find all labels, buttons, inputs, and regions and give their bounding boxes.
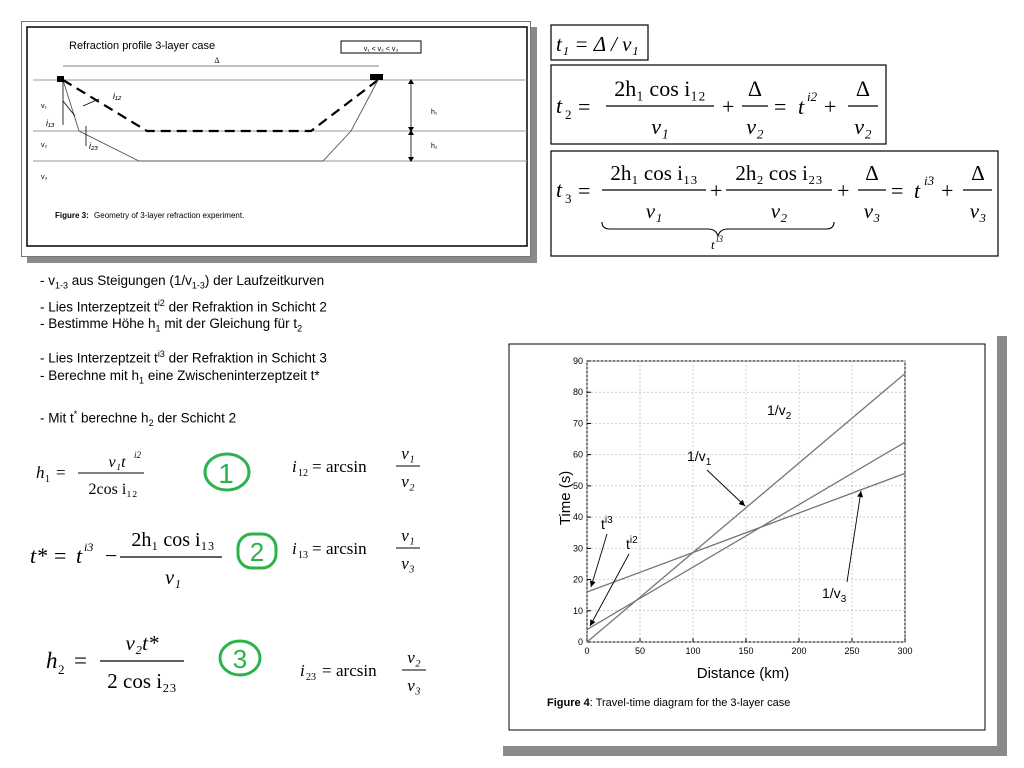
delta-label: Δ — [214, 56, 220, 65]
t3-plus3: + — [941, 178, 954, 203]
t1-equation: t₁ = Δ / v₁ — [556, 32, 639, 56]
h2-num: v₂t* — [125, 631, 159, 655]
label-v1: v₁ — [41, 103, 47, 110]
bullet-6 — [40, 406, 236, 432]
equation-t1 — [550, 24, 650, 62]
x-tick-label: 200 — [791, 646, 807, 656]
geometry-title: Refraction profile 3-layer case — [69, 40, 216, 52]
i12-den: v₂ — [401, 472, 415, 491]
t3-num3: Δ — [865, 161, 879, 185]
t3-num1: 2h₁ cos i₁₃ — [610, 161, 698, 185]
i23-fn: arcsin — [336, 661, 377, 680]
label-i13: i₁₃ — [46, 118, 55, 128]
i23-equals: = — [322, 661, 332, 680]
bullet-4 — [40, 346, 327, 367]
figure4-caption-bold: Figure 4 — [547, 697, 590, 709]
y-tick-label: 40 — [572, 512, 583, 523]
bullet-6-c: der Schicht 2 — [153, 410, 237, 426]
i13-num: v₁ — [401, 526, 415, 545]
t2-equals2: = — [774, 94, 787, 119]
label-i12: i₁₂ — [113, 91, 122, 101]
bullet-2-b: der Refraktion in Schicht 2 — [164, 299, 327, 315]
i13-fn: arcsin — [326, 539, 367, 558]
t3-symbol: t — [556, 177, 563, 202]
figure3-caption-bold: Figure 3: — [55, 211, 89, 220]
y-tick-label: 10 — [572, 605, 583, 616]
x-tick-label: 300 — [897, 646, 913, 656]
t2-den3: v₂ — [854, 114, 872, 139]
bullet-6-b: berechne h — [77, 410, 149, 426]
t2-ti: t — [798, 94, 805, 119]
bullet-3-a: - Bestimme Höhe h — [40, 316, 156, 332]
bullet-5-b: eine Zwischeninterzeptzeit t* — [144, 367, 320, 383]
i13-lhs: i — [292, 539, 297, 558]
t2-ti-sup: i2 — [807, 89, 818, 104]
t3-num2: 2h₂ cos i₂₃ — [735, 161, 823, 185]
t2-equals: = — [578, 94, 591, 119]
h2-lhs: h — [46, 648, 58, 673]
step-2-circle — [238, 534, 276, 568]
formula-block — [20, 436, 440, 716]
label-v2: v₂ — [41, 142, 48, 149]
bullet-4-a: - Lies Interzeptzeit t — [40, 350, 158, 366]
geometry-figure — [21, 21, 537, 263]
bullet-3-b: mit der Gleichung für t — [160, 316, 298, 332]
tstar-minus: − — [105, 543, 118, 568]
h1-lhs-sub: 1 — [45, 474, 50, 485]
i12-lhs-sub: 12 — [298, 468, 308, 479]
x-tick-label: 50 — [634, 646, 646, 656]
t3-ti: t — [914, 178, 921, 203]
t3-equals2: = — [891, 178, 904, 203]
equation-t3 — [550, 150, 1000, 258]
equation-t2 — [550, 64, 888, 146]
label-h1: h₁ — [431, 109, 438, 116]
t2-num3: Δ — [855, 76, 871, 101]
label-i23: i₂₃ — [89, 141, 98, 151]
tstar-den: v₁ — [165, 567, 181, 589]
bullet-6-sup: * — [73, 409, 78, 419]
bullet-5-a: - Berechne mit h — [40, 367, 140, 383]
h2-equals: = — [74, 648, 87, 673]
y-tick-label: 60 — [572, 449, 583, 460]
brace-label-sup: i3 — [716, 234, 724, 244]
t3-den3: v₃ — [863, 199, 881, 223]
h1-den: 2cos i₁₂ — [88, 481, 138, 498]
t2-num1: 2h₁ cos i₁₂ — [614, 76, 706, 101]
chart-annotation-4: $t^{i2}$ — [626, 535, 638, 552]
tstar-t: t — [76, 543, 83, 568]
t3-den4: v₃ — [969, 199, 987, 223]
x-tick-label: 250 — [844, 646, 860, 656]
bullet-4-b: der Refraktion in Schicht 3 — [164, 350, 327, 366]
figure4-caption-text: : Travel-time diagram for the 3-layer case — [589, 697, 791, 709]
chart-ylabel: Time (s) — [557, 470, 574, 526]
step-3-circle — [220, 641, 260, 675]
step-1-label: 1 — [218, 458, 234, 489]
i13-equals: = — [312, 539, 322, 558]
h2-lhs-sub: 2 — [58, 662, 65, 677]
y-tick-label: 30 — [572, 543, 583, 554]
t2-plus: + — [722, 94, 735, 119]
i12-num: v₁ — [401, 444, 415, 463]
bullet-4-sup: i3 — [157, 349, 165, 359]
figure4-caption — [547, 697, 790, 709]
chart-annotation-5: $1/v_3$ — [822, 585, 847, 605]
step-2-label: 2 — [249, 537, 265, 567]
bullet-1-a: - v — [40, 273, 55, 288]
t3-plus2: + — [837, 178, 850, 203]
label-v3: v₃ — [41, 174, 48, 181]
bullet-1-c: ) der Laufzeitkurven — [204, 273, 325, 288]
bullet-1-sub1: 1-3 — [55, 280, 69, 291]
y-tick-label: 50 — [572, 480, 583, 491]
bullet-5 — [40, 367, 327, 390]
bullet-1-sub2: 1-3 — [191, 280, 205, 291]
receiver-marker — [370, 74, 383, 80]
step-3-label: 3 — [232, 644, 248, 674]
y-tick-label: 90 — [572, 356, 583, 366]
t2-plus2: + — [824, 94, 837, 119]
h2-den: 2 cos i₂₃ — [107, 669, 177, 693]
t2-symbol: t — [556, 93, 563, 118]
bullet-5-sub: 1 — [139, 375, 145, 386]
h1-equals: = — [56, 463, 66, 482]
y-tick-label: 80 — [572, 387, 583, 398]
t3-ti-sup: i3 — [924, 173, 935, 188]
y-tick-label: 0 — [577, 637, 583, 647]
bullet-6-sub: 2 — [148, 418, 154, 429]
i13-lhs-sub: 13 — [298, 550, 308, 561]
bullet-3 — [40, 315, 327, 338]
travel-time-chart — [495, 328, 1007, 758]
t3-equals: = — [578, 178, 591, 203]
bullet-group-2 — [40, 346, 327, 389]
i12-lhs: i — [292, 457, 297, 476]
t3-den1: v₁ — [645, 199, 663, 223]
y-tick-label: 20 — [572, 574, 583, 585]
t3-plus1: + — [710, 178, 723, 203]
bullet-3-sub2: 2 — [297, 323, 303, 334]
bullet-1 — [40, 272, 327, 295]
i12-fn: arcsin — [326, 457, 367, 476]
bullet-3-sub1: 1 — [155, 323, 161, 334]
x-tick-label: 0 — [584, 646, 590, 656]
chart-xlabel: Distance (km) — [696, 665, 790, 682]
bullet-group-3 — [40, 406, 236, 432]
bullet-6-a: - Mit t — [40, 410, 74, 426]
i13-den: v₃ — [401, 554, 415, 573]
bullet-2-sup: i2 — [157, 297, 165, 308]
t3-subscript: 3 — [565, 191, 572, 206]
tstar-lhs: t* — [30, 543, 48, 568]
h1-num: v₁t — [108, 454, 126, 471]
brace-label: t — [711, 237, 715, 252]
i12-equals: = — [312, 457, 322, 476]
tstar-equals: = — [54, 543, 67, 568]
chart-annotation-3: $t^{i3}$ — [601, 515, 613, 532]
bullet-2 — [40, 295, 327, 316]
y-tick-label: 70 — [572, 418, 583, 429]
chart-annotation-1: $1/v_2$ — [767, 402, 792, 422]
chart-annotation-2: $1/v_1$ — [687, 448, 712, 468]
t2-num2: Δ — [747, 76, 763, 101]
tstar-num: 2h₁ cos i₁₃ — [131, 529, 215, 551]
bullet-1-b: aus Steigungen (1/v — [68, 273, 192, 288]
label-h2: h₂ — [431, 143, 438, 150]
figure3-caption-text: Geometry of 3-layer refraction experiment. — [94, 211, 245, 220]
tstar-t-sup: i3 — [84, 540, 94, 554]
h1-num-sup: i2 — [134, 450, 142, 460]
i23-lhs: i — [300, 661, 305, 680]
x-tick-label: 150 — [738, 646, 754, 656]
i23-num: v₂ — [407, 648, 421, 667]
i23-lhs-sub: 23 — [306, 672, 316, 683]
t2-subscript: 2 — [565, 107, 572, 122]
bullet-group-1 — [40, 272, 327, 338]
i23-den: v₃ — [407, 676, 421, 695]
figure3-caption — [55, 211, 244, 220]
t2-den1: v₁ — [651, 114, 669, 139]
bullet-2-a: - Lies Interzeptzeit t — [40, 299, 158, 315]
t3-den2: v₂ — [770, 199, 788, 223]
x-tick-label: 100 — [685, 646, 701, 656]
h1-lhs: h — [36, 463, 45, 482]
step-1-circle — [205, 454, 249, 490]
velocity-relation-box: v₁ < v₂ < v₃ — [363, 46, 399, 53]
t2-den2: v₂ — [746, 114, 764, 139]
t3-num4: Δ — [971, 161, 985, 185]
